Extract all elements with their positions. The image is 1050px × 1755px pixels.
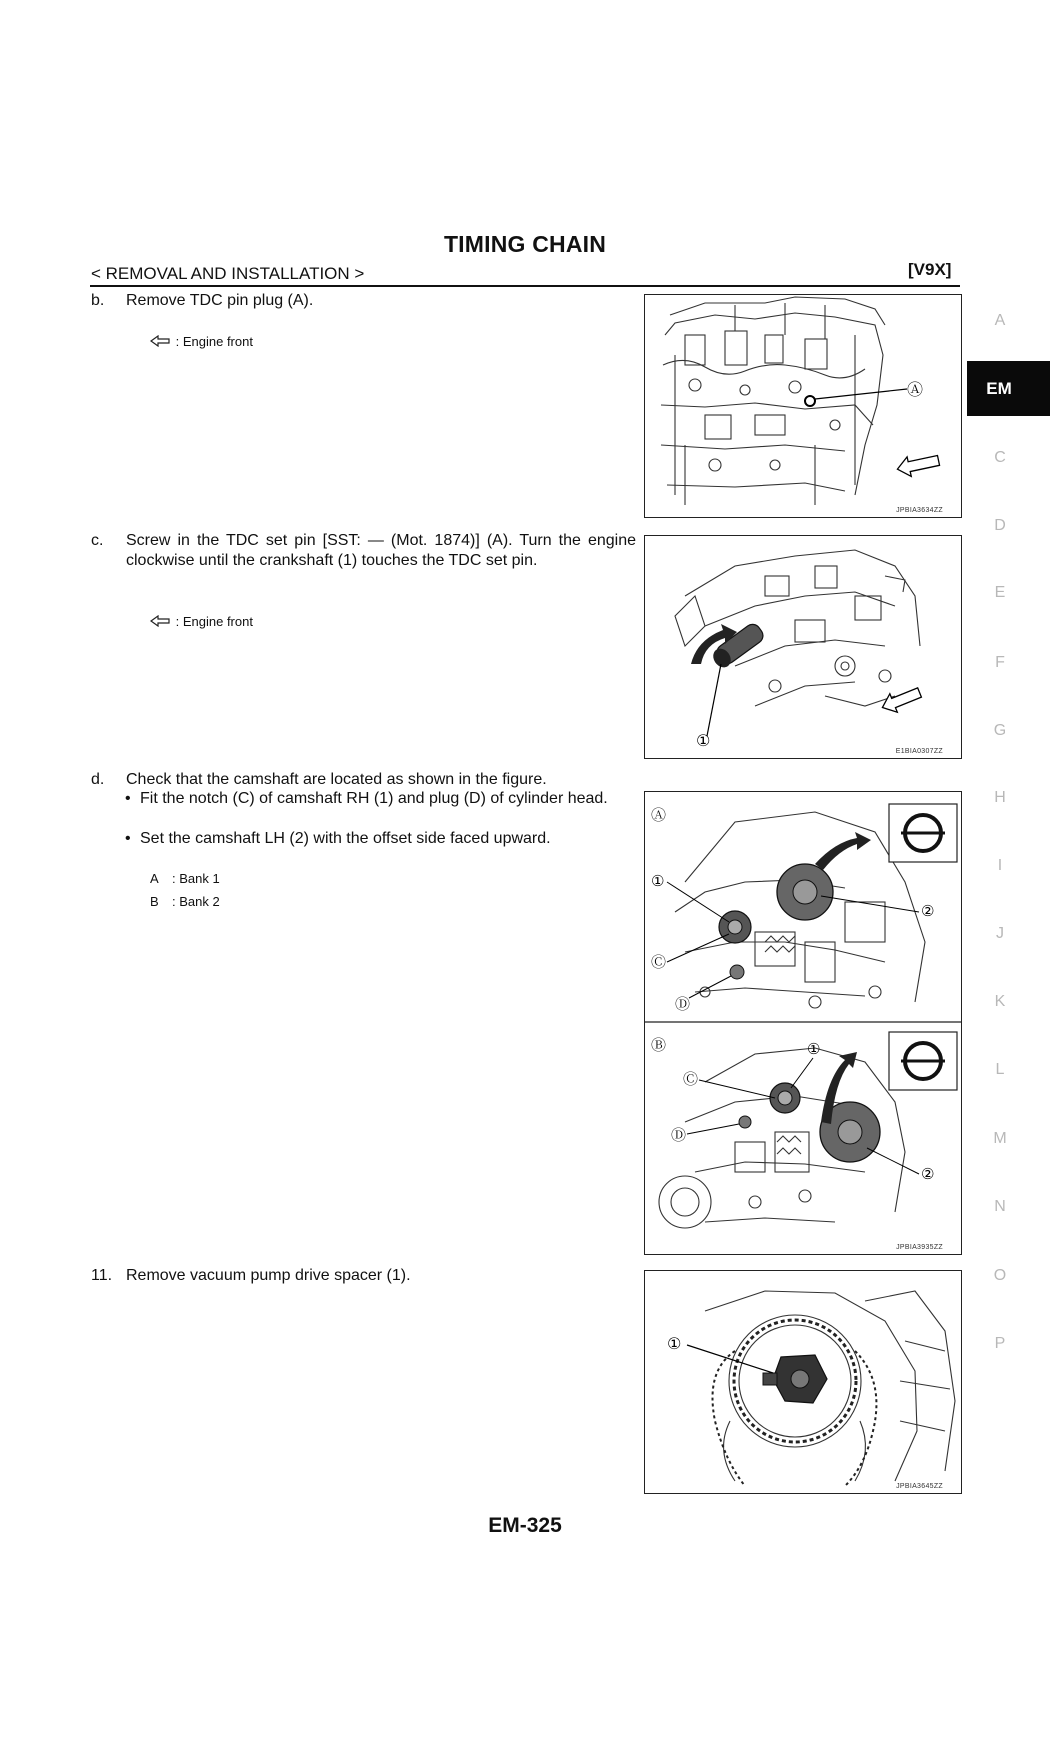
callout-a: Ⓐ xyxy=(907,380,924,399)
bullet-icon: • xyxy=(125,790,131,807)
step-b-label: b. xyxy=(91,292,105,309)
engine-front-arrow-icon xyxy=(150,335,172,350)
side-tab-l[interactable]: L xyxy=(995,1061,1005,1078)
step-c-text: Screw in the TDC set pin [SST: — (Mot. 1874)] (A). Turn the engine clockwise until the crankshaft (1) touches the TDC set pin. xyxy=(126,532,636,569)
callout-2-b: ② xyxy=(921,1165,935,1183)
callout-2-a: ② xyxy=(921,902,935,920)
side-tab-n[interactable]: N xyxy=(994,1198,1006,1215)
figure-tdc-set-pin xyxy=(644,535,962,759)
step-c xyxy=(91,531,636,593)
legend-text: : Engine front xyxy=(175,334,253,349)
legend-engine-front-c xyxy=(150,614,253,630)
callout-1: ① xyxy=(696,731,711,750)
step-d-bullet-2 xyxy=(125,829,635,851)
figure-camshaft-position xyxy=(644,791,962,1255)
engine-block-drawing xyxy=(645,295,962,518)
callout-d-b: Ⓓ xyxy=(671,1126,687,1144)
callout-1-b: ① xyxy=(807,1040,821,1058)
tdc-set-pin-drawing xyxy=(645,536,962,759)
figure-code: JPBIA3935ZZ xyxy=(896,1244,943,1251)
figure-vacuum-pump-spacer xyxy=(644,1270,962,1494)
step-b xyxy=(91,291,636,313)
legend-engine-front-b xyxy=(150,334,253,350)
side-tab-a[interactable]: A xyxy=(994,312,1006,329)
page-number: EM-325 xyxy=(488,1514,562,1537)
section-breadcrumb: < REMOVAL AND INSTALLATION > xyxy=(91,264,365,283)
side-tab-h[interactable]: H xyxy=(994,789,1006,806)
step-d-label: d. xyxy=(91,771,105,788)
side-tab-em[interactable] xyxy=(967,361,1050,416)
side-tab-g[interactable]: G xyxy=(993,722,1007,739)
side-tab-i[interactable]: I xyxy=(997,857,1003,874)
step-c-label: c. xyxy=(91,532,104,549)
page-title: TIMING CHAIN xyxy=(443,231,607,257)
bullet-text: Fit the notch (C) of camshaft RH (1) and plug (D) of cylinder head. xyxy=(140,790,608,807)
side-tab-o[interactable]: O xyxy=(993,1267,1007,1284)
bullet-text: Set the camshaft LH (2) with the offset side faced upward. xyxy=(140,830,551,847)
side-tab-e[interactable]: E xyxy=(994,584,1006,601)
model-code: [V9X] xyxy=(908,260,952,279)
side-tab-k[interactable]: K xyxy=(994,993,1006,1010)
side-tab-em-label: EM xyxy=(986,379,1012,398)
side-tab-c[interactable]: C xyxy=(994,449,1006,466)
side-tab-j[interactable]: J xyxy=(996,925,1004,942)
camshaft-banks-drawing xyxy=(645,792,962,1255)
figure-code: JPBIA3634ZZ xyxy=(896,507,943,514)
callout-1: ① xyxy=(667,1334,682,1353)
legend-value: : Bank 2 xyxy=(172,894,220,909)
callout-1-a: ① xyxy=(651,872,665,890)
callout-d-a: Ⓓ xyxy=(675,995,691,1013)
figure-code: E1BIA0307ZZ xyxy=(895,748,943,755)
side-tab-d[interactable]: D xyxy=(994,517,1006,534)
figure-code: JPBIA3645ZZ xyxy=(896,1483,943,1490)
side-tab-m[interactable]: M xyxy=(993,1130,1007,1147)
callout-bank-a: Ⓐ xyxy=(651,806,667,824)
side-tab-p[interactable]: P xyxy=(994,1335,1006,1352)
step-d-text: Check that the camshaft are located as shown in the figure. xyxy=(126,771,547,788)
step-11-text: Remove vacuum pump drive spacer (1). xyxy=(126,1267,411,1284)
step-b-text: Remove TDC pin plug (A). xyxy=(126,292,314,309)
side-tab-f[interactable]: F xyxy=(995,654,1005,671)
callout-bank-b: Ⓑ xyxy=(651,1036,667,1054)
figure-tdc-pin-plug xyxy=(644,294,962,518)
vacuum-pump-drawing xyxy=(645,1271,962,1494)
engine-front-arrow-icon xyxy=(150,615,172,630)
step-d-bullet-1 xyxy=(125,789,635,829)
bullet-icon: • xyxy=(125,830,131,847)
step-11-label: 11. xyxy=(91,1267,113,1284)
header-divider xyxy=(90,285,960,287)
callout-c-a: Ⓒ xyxy=(651,953,667,971)
legend-value: : Bank 1 xyxy=(172,871,220,886)
legend-key: A xyxy=(150,871,159,886)
legend-key: B xyxy=(150,894,159,909)
step-11 xyxy=(91,1266,636,1288)
callout-c-b: Ⓒ xyxy=(683,1070,699,1088)
legend-text: : Engine front xyxy=(175,614,253,629)
